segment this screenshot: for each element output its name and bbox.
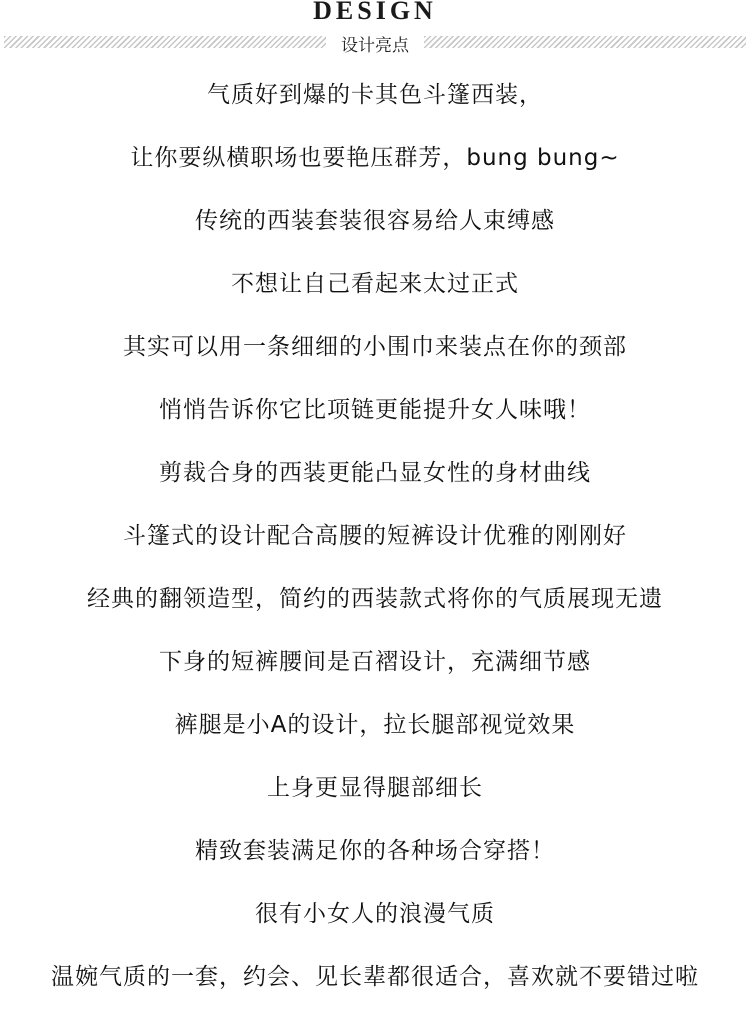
description-line: 让你要纵横职场也要艳压群芳，bung bung~	[130, 145, 620, 171]
description-line: 斗篷式的设计配合高腰的短裤设计优雅的刚刚好	[123, 523, 627, 549]
description-line: 气质好到爆的卡其色斗篷西装，	[207, 82, 543, 108]
description-line: 经典的翻领造型，简约的西装款式将你的气质展现无遗	[87, 586, 663, 612]
description-line: 很有小女人的浪漫气质	[255, 901, 495, 927]
description-line: 传统的西装套装很容易给人束缚感	[195, 208, 555, 234]
description-line: 悄悄告诉你它比项链更能提升女人味哦！	[159, 397, 591, 423]
description-line: 下身的短裤腰间是百褶设计，充满细节感	[159, 649, 591, 675]
description-line: 不想让自己看起来太过正式	[231, 271, 519, 297]
description-line: 上身更显得腿部细长	[267, 775, 483, 801]
description-line: 其实可以用一条细细的小围巾来装点在你的颈部	[123, 334, 627, 360]
description-line: 精致套装满足你的各种场合穿搭！	[195, 838, 555, 864]
header-title-cn: 设计亮点	[341, 36, 409, 56]
description-line: 温婉气质的一套，约会、见长辈都很适合，喜欢就不要错过啦	[51, 964, 699, 990]
design-header	[0, 0, 750, 56]
description-lines	[0, 72, 750, 1017]
header-title-en: DESIGN	[313, 0, 437, 25]
description-line: 裤腿是小A的设计，拉长腿部视觉效果	[174, 712, 576, 738]
description-line: 剪裁合身的西装更能凸显女性的身材曲线	[159, 460, 591, 486]
